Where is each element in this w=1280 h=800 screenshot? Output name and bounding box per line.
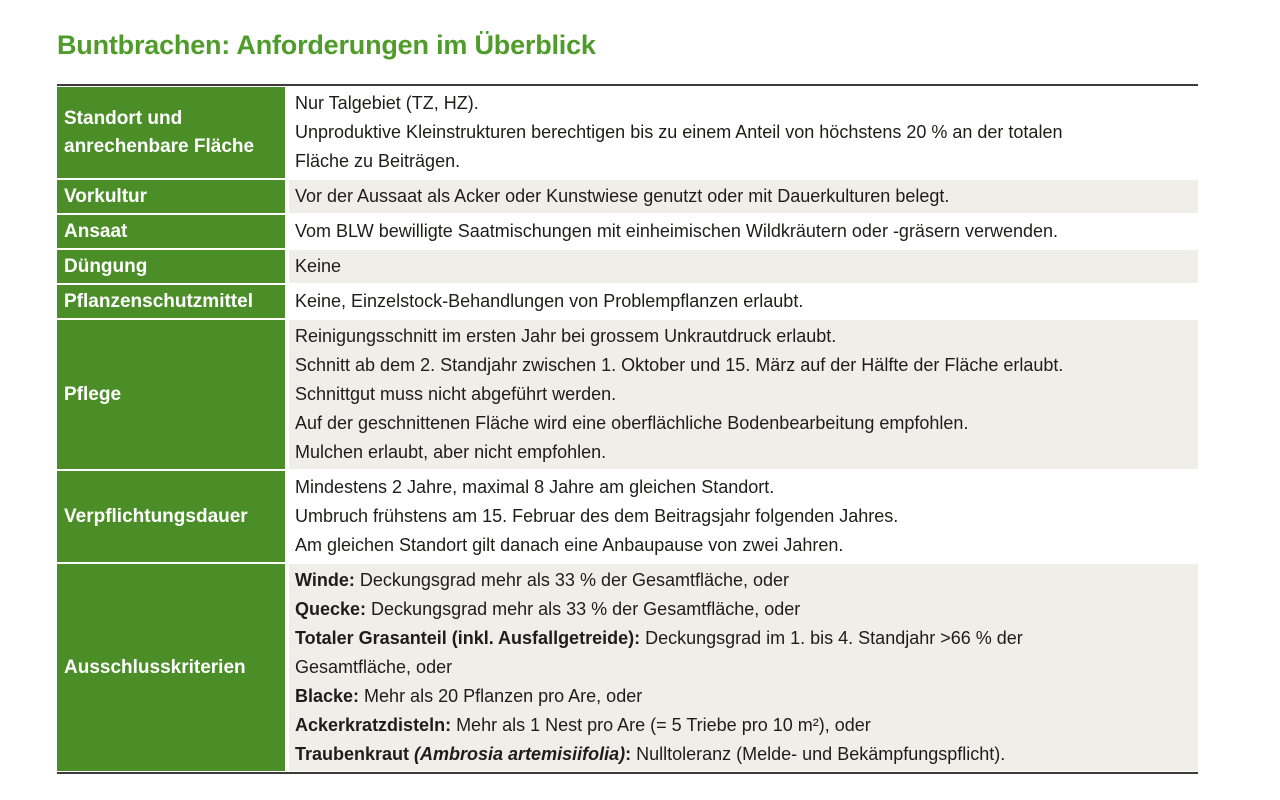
exclusion-text: Deckungsgrad im 1. bis 4. Standjahr >66 % der — [640, 628, 1023, 648]
content-line: Mindestens 2 Jahre, maximal 8 Jahre am gleichen Standort. — [295, 477, 775, 497]
row-content-cell — [289, 180, 1198, 213]
row-label-cell — [57, 215, 285, 248]
exclusion-text: Mehr als 1 Nest pro Are (= 5 Triebe pro 10 m²), oder — [451, 715, 871, 735]
content-line: Auf der geschnittenen Fläche wird eine oberflächliche Bodenbearbeitung empfohlen. — [295, 413, 969, 433]
exclusion-term: Quecke: — [295, 599, 367, 619]
content-line — [295, 653, 1188, 682]
table-row-pflanzenschutzmittel — [57, 285, 1198, 318]
content-line — [295, 624, 1188, 653]
exclusion-text: Nulltoleranz (Melde- und Bekämpfungspflicht). — [631, 744, 1006, 764]
content-line: Vor der Aussaat als Acker oder Kunstwiese genutzt oder mit Dauerkulturen belegt. — [295, 186, 950, 206]
row-content-cell — [289, 87, 1198, 178]
content-line: Keine, Einzelstock-Behandlungen von Problempflanzen erlaubt. — [295, 291, 804, 311]
row-label-cell — [57, 320, 285, 469]
exclusion-term: Totaler Grasanteil (inkl. Ausfallgetreide): — [295, 628, 641, 648]
exclusion-text: Deckungsgrad mehr als 33 % der Gesamtfläche, oder — [366, 599, 801, 619]
exclusion-text: Mehr als 20 Pflanzen pro Are, oder — [359, 686, 643, 706]
row-label: Pflege — [64, 383, 122, 405]
row-content-cell — [289, 320, 1198, 469]
row-content-cell — [289, 471, 1198, 562]
row-label-cell — [57, 87, 285, 178]
table-row-duengung — [57, 250, 1198, 283]
exclusion-term: Ackerkratzdisteln: — [295, 715, 452, 735]
row-content-cell — [289, 564, 1198, 771]
content-line: Nur Talgebiet (TZ, HZ). — [295, 93, 479, 113]
exclusion-latin-name: (Ambrosia artemisiifolia) — [409, 744, 626, 764]
exclusion-text: Gesamtfläche, oder — [295, 657, 453, 677]
content-line: Keine — [295, 256, 342, 276]
content-line — [295, 711, 1188, 740]
exclusion-term: Traubenkraut — [295, 744, 410, 764]
row-content-cell — [289, 285, 1198, 318]
exclusion-term: Winde: — [295, 570, 355, 590]
row-label-cell — [57, 180, 285, 213]
content-line: Reinigungsschnitt im ersten Jahr bei grossem Unkrautdruck erlaubt. — [295, 326, 837, 346]
table-row-ausschlusskriterien — [57, 564, 1198, 771]
row-label-cell — [57, 285, 285, 318]
row-label-cell — [57, 564, 285, 771]
row-label-cell — [57, 471, 285, 562]
table-row-vorkultur — [57, 180, 1198, 213]
content-line: Vom BLW bewilligte Saatmischungen mit einheimischen Wildkräutern oder -gräsern verwenden. — [295, 221, 1059, 241]
content-line: Fläche zu Beiträgen. — [295, 151, 461, 171]
content-line — [295, 740, 1188, 769]
content-line — [295, 595, 1188, 624]
table-row-verpflichtungsdauer — [57, 471, 1198, 562]
table-row-pflege — [57, 320, 1198, 469]
row-label: Ausschlusskriterien — [64, 656, 246, 678]
content-line: Schnitt ab dem 2. Standjahr zwischen 1. Oktober und 15. März auf der Hälfte der Fläche erlaubt. — [295, 355, 1064, 375]
content-line: Mulchen erlaubt, aber nicht empfohlen. — [295, 442, 607, 462]
exclusion-term: Blacke: — [295, 686, 360, 706]
row-label: Düngung — [64, 255, 148, 277]
row-label: Verpflichtungsdauer — [64, 505, 248, 527]
row-label: Vorkultur — [64, 185, 148, 207]
page-title: Buntbrachen: Anforderungen im Überblick — [57, 30, 596, 60]
row-label: Pflanzenschutzmittel — [64, 290, 253, 312]
content-line: Schnittgut muss nicht abgeführt werden. — [295, 384, 617, 404]
row-label: Ansaat — [64, 220, 128, 242]
row-content-cell — [289, 215, 1198, 248]
requirements-table — [57, 84, 1198, 774]
table-row-standort — [57, 87, 1198, 178]
table-row-ansaat — [57, 215, 1198, 248]
exclusion-text: Deckungsgrad mehr als 33 % der Gesamtfläche, oder — [354, 570, 790, 590]
content-line: Umbruch frühstens am 15. Februar des dem Beitragsjahr folgenden Jahres. — [295, 506, 899, 526]
exclusion-term-colon: : — [625, 744, 632, 764]
content-line — [295, 682, 1188, 711]
content-line: Unproduktive Kleinstrukturen berechtigen bis zu einem Anteil von höchstens 20 % an der totalen — [295, 122, 1063, 142]
content-line — [295, 566, 1188, 595]
row-label: Standort und anrechenbare Fläche — [64, 107, 255, 157]
content-line: Am gleichen Standort gilt danach eine Anbaupause von zwei Jahren. — [295, 535, 844, 555]
row-label-cell — [57, 250, 285, 283]
row-content-cell — [289, 250, 1198, 283]
